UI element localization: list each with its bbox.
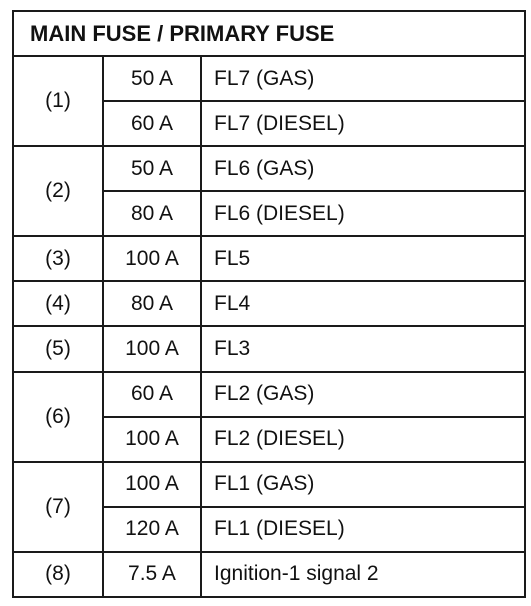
fuse-amperage: 80 A [103,281,201,326]
table-row [13,462,525,507]
table-title: MAIN FUSE / PRIMARY FUSE [13,11,525,56]
table-row [13,146,525,191]
fuse-number: (2) [13,146,103,236]
fuse-number: (4) [13,281,103,326]
fuse-number: (5) [13,326,103,371]
fuse-number: (1) [13,56,103,146]
fuse-number: (8) [13,552,103,597]
table-header-row [13,11,525,56]
fuse-description: FL4 [201,281,525,326]
fuse-description: FL2 (GAS) [201,372,525,417]
fuse-amperage: 60 A [103,372,201,417]
table-row [13,236,525,281]
fuse-amperage: 120 A [103,507,201,552]
fuse-amperage: 60 A [103,101,201,146]
fuse-number: (6) [13,372,103,462]
fuse-amperage: 100 A [103,417,201,462]
fuse-amperage: 80 A [103,191,201,236]
fuse-description: FL7 (DIESEL) [201,101,525,146]
fuse-description: FL2 (DIESEL) [201,417,525,462]
table-row [13,552,525,597]
fuse-amperage: 50 A [103,56,201,101]
fuse-amperage: 100 A [103,236,201,281]
table-row [13,326,525,371]
fuse-description: FL6 (GAS) [201,146,525,191]
fuse-description: FL5 [201,236,525,281]
fuse-description: FL1 (DIESEL) [201,507,525,552]
fuse-number: (7) [13,462,103,552]
fuse-description: FL7 (GAS) [201,56,525,101]
table-row [13,372,525,417]
fuse-amperage: 7.5 A [103,552,201,597]
table-row [13,281,525,326]
fuse-table [12,10,526,598]
fuse-description: Ignition-1 signal 2 [201,552,525,597]
fuse-description: FL3 [201,326,525,371]
fuse-amperage: 100 A [103,326,201,371]
fuse-description: FL1 (GAS) [201,462,525,507]
fuse-amperage: 100 A [103,462,201,507]
fuse-amperage: 50 A [103,146,201,191]
table-row [13,56,525,101]
fuse-number: (3) [13,236,103,281]
fuse-description: FL6 (DIESEL) [201,191,525,236]
